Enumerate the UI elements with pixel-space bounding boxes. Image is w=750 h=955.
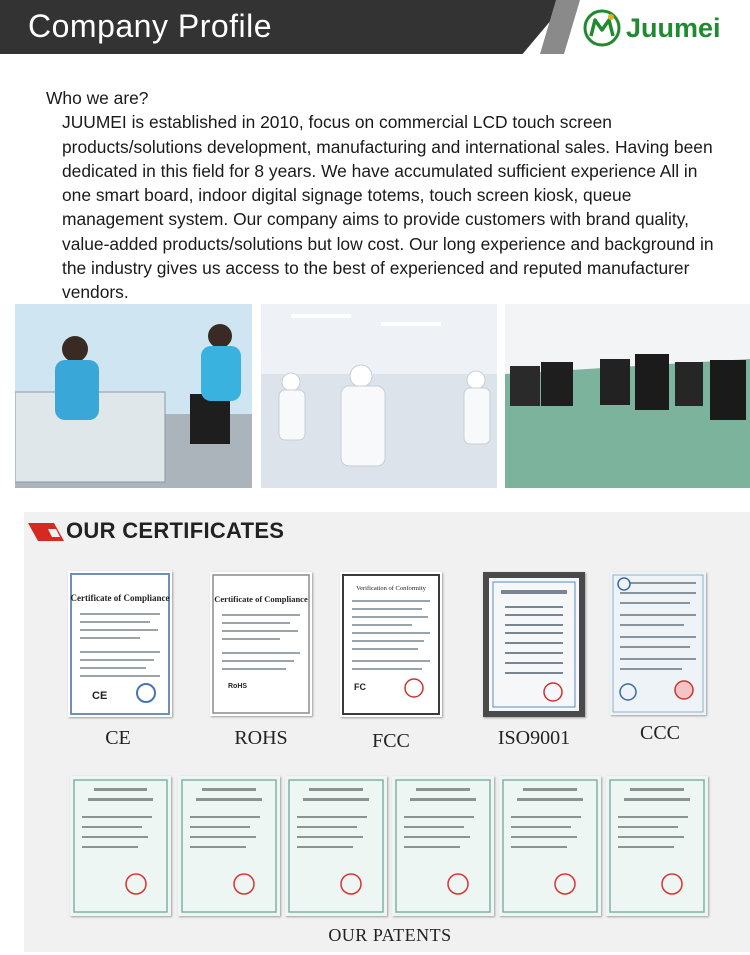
about-body: JUUMEI is established in 2010, focus on commercial LCD touch screen products/solutions development, manufacturing and international sales. Having been dedicated in this field for 8 years. We have accumulated sufficient experience All in one smart board, indoor digital signage totems, touch screen kiosk, queue management system. Our company aims to provide customers with brand quality, value-added products/solutions but low cost. Our long experience and background in the industry gives us access to the best of experienced and reputed manufacturer vendors. [62,112,714,303]
factory-photo-cleanroom [261,304,497,488]
ce-certificate-document [68,571,172,717]
patent-certificate-1 [70,776,171,916]
svg-text:CE: CE [92,690,108,702]
heading-accent-icon [28,523,64,541]
patent-certificate-2 [178,776,280,916]
ccc-label: CCC [639,722,681,744]
ce-doc-title: Certificate of Compliance [70,593,170,603]
certificates-heading: OUR CERTIFICATES [66,518,285,543]
ce-label: CE [105,727,131,749]
about-section [46,86,726,305]
fcc-certificate-document [340,572,442,717]
rohs-certificate-document [210,572,312,716]
factory-photo-warehouse [505,304,750,488]
patent-certificate-3 [285,776,387,916]
patent-certificate-5 [499,776,601,916]
page-title: Company Profile [28,8,273,44]
iso9001-label: ISO9001 [497,727,571,749]
about-heading: Who we are? [46,88,149,108]
company-logo [582,8,750,48]
patent-certificate-4 [392,776,494,916]
iso9001-certificate-document [483,572,585,717]
ccc-certificate-document [610,572,706,715]
rohs-doc-title: Certificate of Compliance [214,594,308,604]
patents-label: OUR PATENTS [328,925,452,945]
svg-text:RoHS: RoHS [228,683,248,690]
rohs-label: ROHS [234,727,288,749]
svg-text:FC: FC [354,682,366,692]
fcc-doc-title: Verification of Conformity [356,585,426,592]
juumei-logo-icon [582,8,622,48]
logo-text: Juumei [626,13,721,43]
fcc-label: FCC [372,730,410,752]
factory-photo-assembly [15,304,252,488]
patent-certificate-6 [606,776,708,916]
header-banner [0,0,750,54]
